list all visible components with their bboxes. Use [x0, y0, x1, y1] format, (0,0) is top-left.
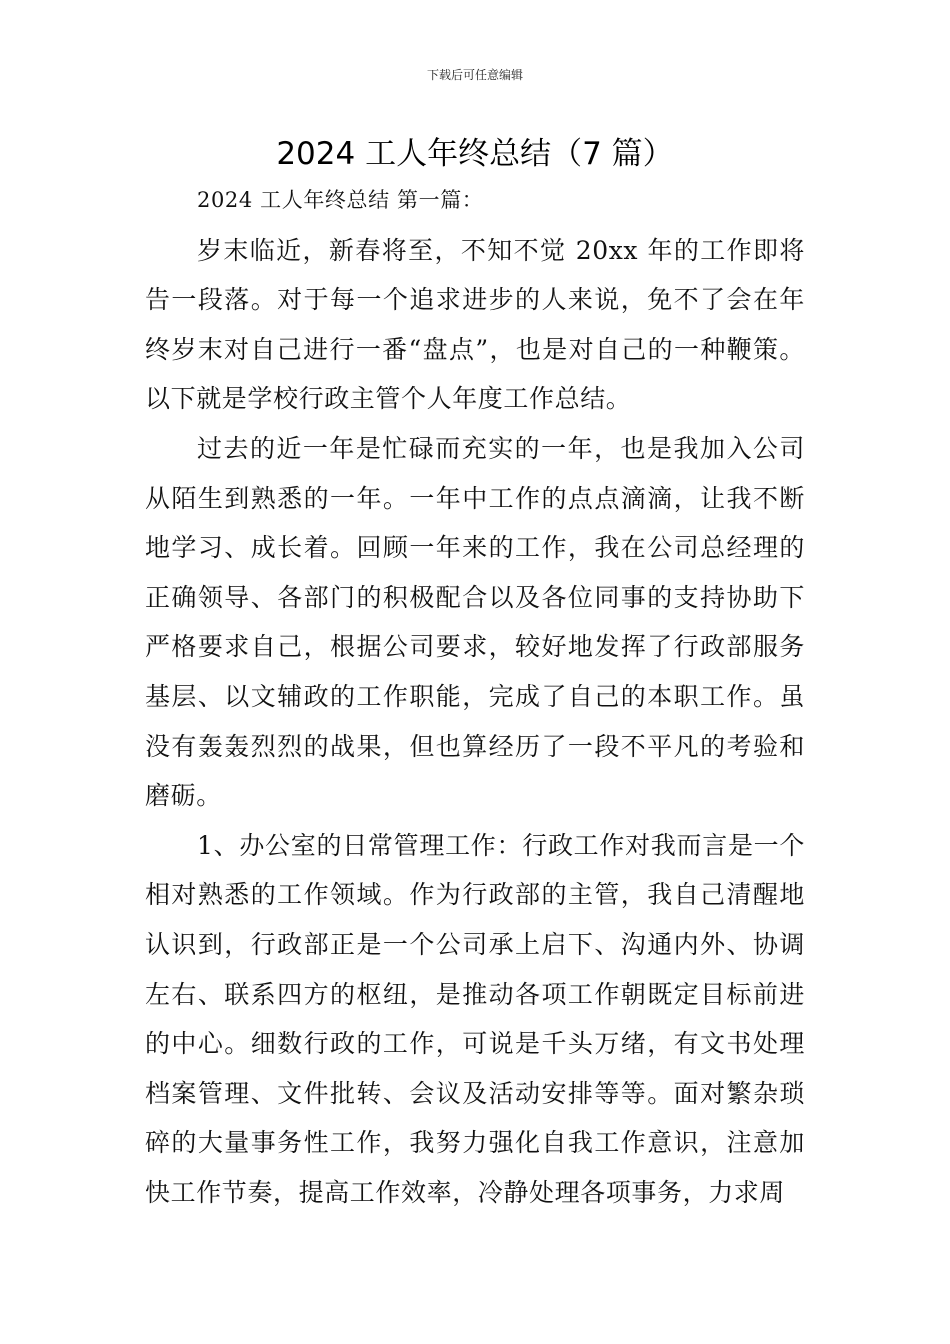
paragraph-3: 1、办公室的日常管理工作：行政工作对我而言是一个相对熟悉的工作领域。作为行政部的主管，我自己清醒地认识到，行政部正是一个公司承上启下、沟通内外、协调左右、联系四方的枢纽，是推动各项工作朝既定目标前进的中心。细数行政的工作，可说是千头万绪，有文书处理档案管理、文件批转、会议及活动安排等等。面对繁杂琐碎的大量事务性工作，我努力强化自我工作意识，注意加快工作节奏，提高工作效率，冷静处理各项事务，力求周 — [145, 830, 805, 1207]
paragraph-1: 岁末临近，新春将至，不知不觉 20xx 年的工作即将告一段落。对于每一个追求进步的人来说，免不了会在年终岁末对自己进行一番“盘点”，也是对自己的一种鞭策。以下就是学校行政主管个人年度工作总结。 — [145, 235, 805, 414]
document-body — [145, 176, 805, 1217]
header-note: 下载后可任意编辑 — [426, 68, 523, 82]
document-title: 2024 工人年终总结（7 篇） — [276, 136, 674, 172]
paragraph-2: 过去的近一年是忙碌而充实的一年，也是我加入公司从陌生到熟悉的一年。一年中工作的点点滴滴，让我不断地学习、成长着。回顾一年来的工作，我在公司总经理的正确领导、各部门的积极配合以及各位同事的支持协助下严格要求自己，根据公司要求，较好地发挥了行政部服务基层、以文辅政的工作职能，完成了自己的本职工作。虽没有轰轰烈烈的战果，但也算经历了一段不平凡的考验和磨砺。 — [145, 433, 805, 811]
section-heading: 2024 工人年终总结 第一篇： — [197, 188, 484, 212]
